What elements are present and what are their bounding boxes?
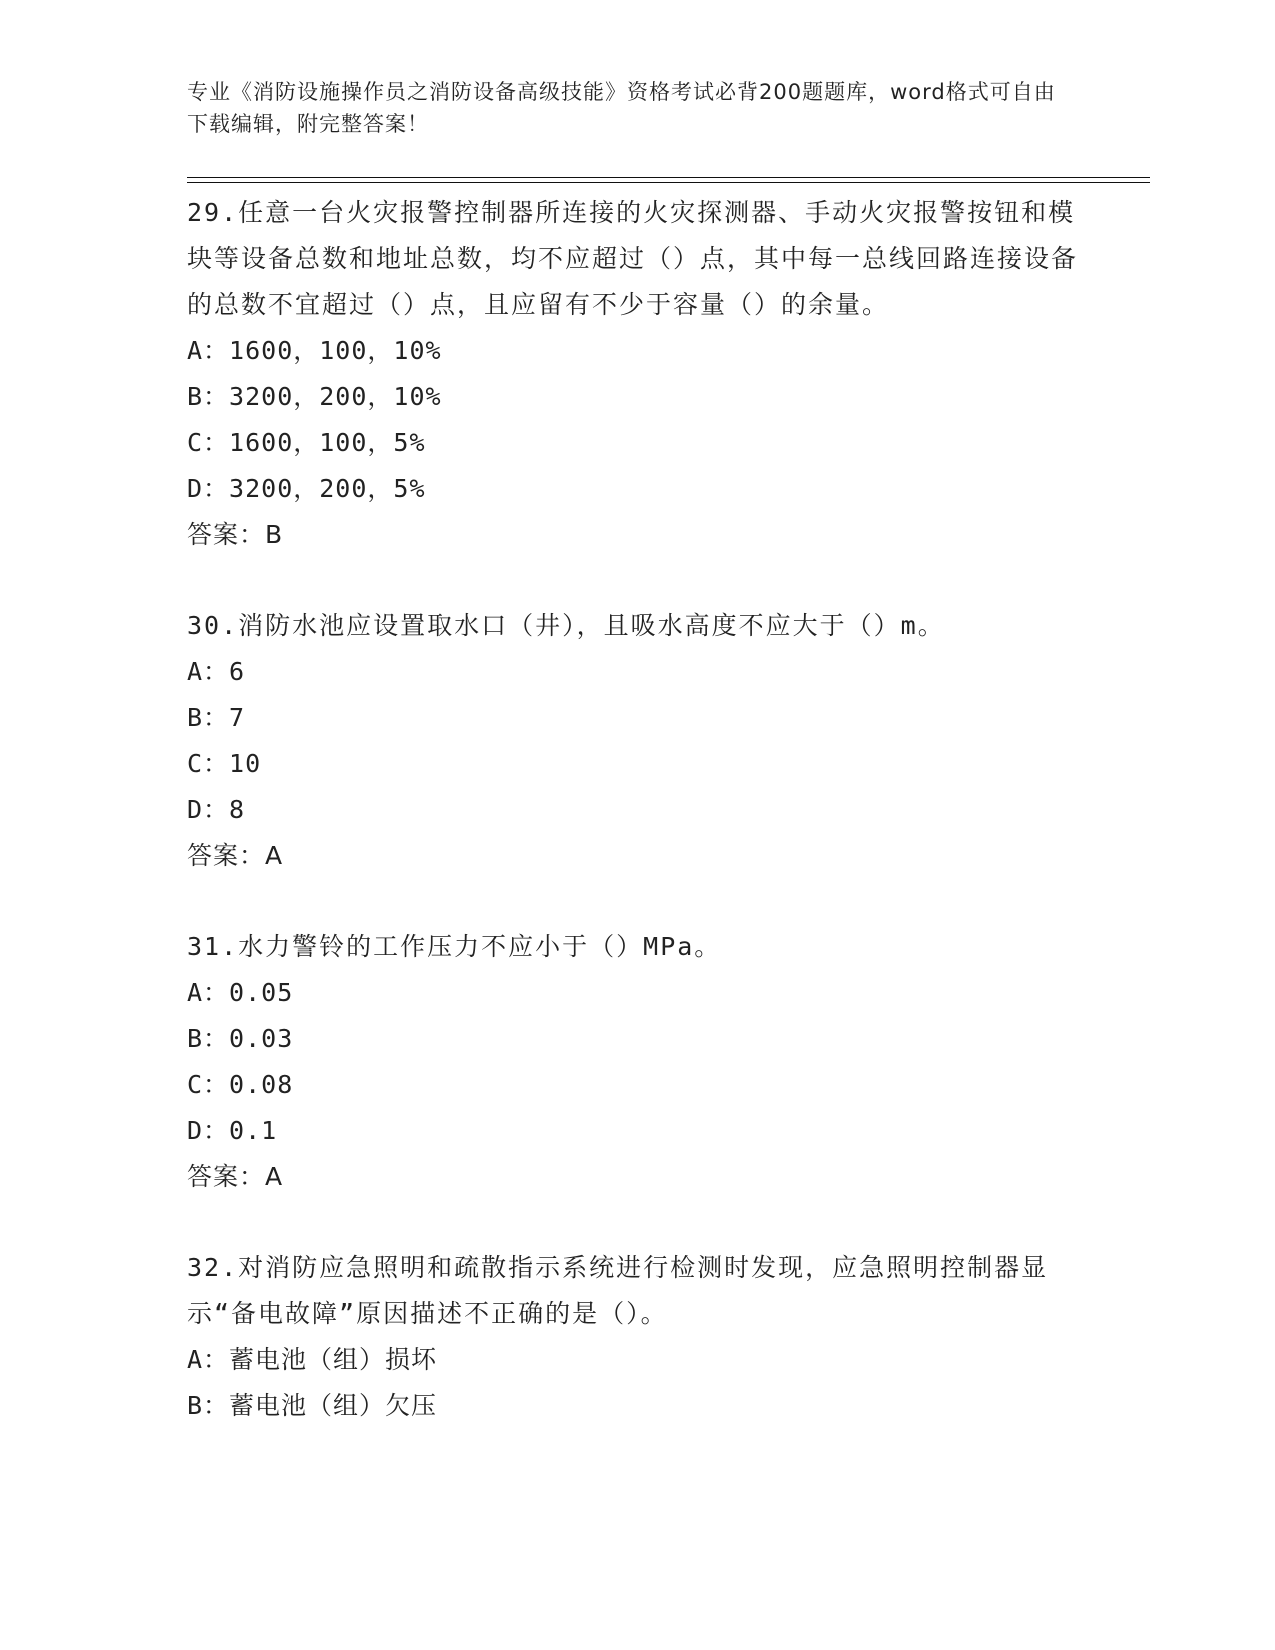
- option-c: C：10: [187, 749, 262, 778]
- question-stem: 29.任意一台火灾报警控制器所连接的火灾探测器、手动火灾报警按钮和模块等设备总数和地址总数，均不应超过（）点，其中每一总线回路连接设备的总数不宜超过（）点，且应留有不少于容量（）的余量。: [187, 198, 1079, 319]
- option-a: A：6: [187, 657, 246, 686]
- question-stem: 31.水力警铃的工作压力不应小于（）MPa。: [187, 932, 722, 961]
- option-a: A：0.05: [187, 978, 294, 1007]
- question-29: [187, 190, 1087, 558]
- answer-label: 答案：A: [187, 841, 284, 870]
- question-stem: 30.消防水池应设置取水口（井），且吸水高度不应大于（）m。: [187, 611, 945, 640]
- option-d: D：3200，200，5%: [187, 474, 426, 503]
- option-b: B：0.03: [187, 1024, 294, 1053]
- option-c: C：1600，100，5%: [187, 428, 426, 457]
- option-b: B：蓄电池（组）欠压: [187, 1391, 438, 1420]
- option-c: C：0.08: [187, 1070, 294, 1099]
- question-31: [187, 924, 1087, 1200]
- option-d: D：0.1: [187, 1116, 278, 1145]
- answer-label: 答案：A: [187, 1162, 284, 1191]
- document-header: [187, 76, 1067, 140]
- option-b: B：7: [187, 703, 246, 732]
- option-a: A：蓄电池（组）损坏: [187, 1345, 438, 1374]
- header-divider-bottom: [187, 182, 1150, 183]
- question-32: [187, 1245, 1087, 1429]
- option-a: A：1600，100，10%: [187, 336, 442, 365]
- document-title: 专业《消防设施操作员之消防设备高级技能》资格考试必背200题题库，word格式可自由下载编辑，附完整答案！: [187, 80, 1056, 136]
- answer-label: 答案：B: [187, 520, 284, 549]
- option-d: D：8: [187, 795, 246, 824]
- question-stem: 32.对消防应急照明和疏散指示系统进行检测时发现，应急照明控制器显示“备电故障”原因描述不正确的是（）。: [187, 1253, 1049, 1328]
- header-divider-top: [187, 177, 1150, 178]
- question-list: [187, 190, 1087, 1429]
- question-30: [187, 603, 1087, 879]
- option-b: B：3200，200，10%: [187, 382, 442, 411]
